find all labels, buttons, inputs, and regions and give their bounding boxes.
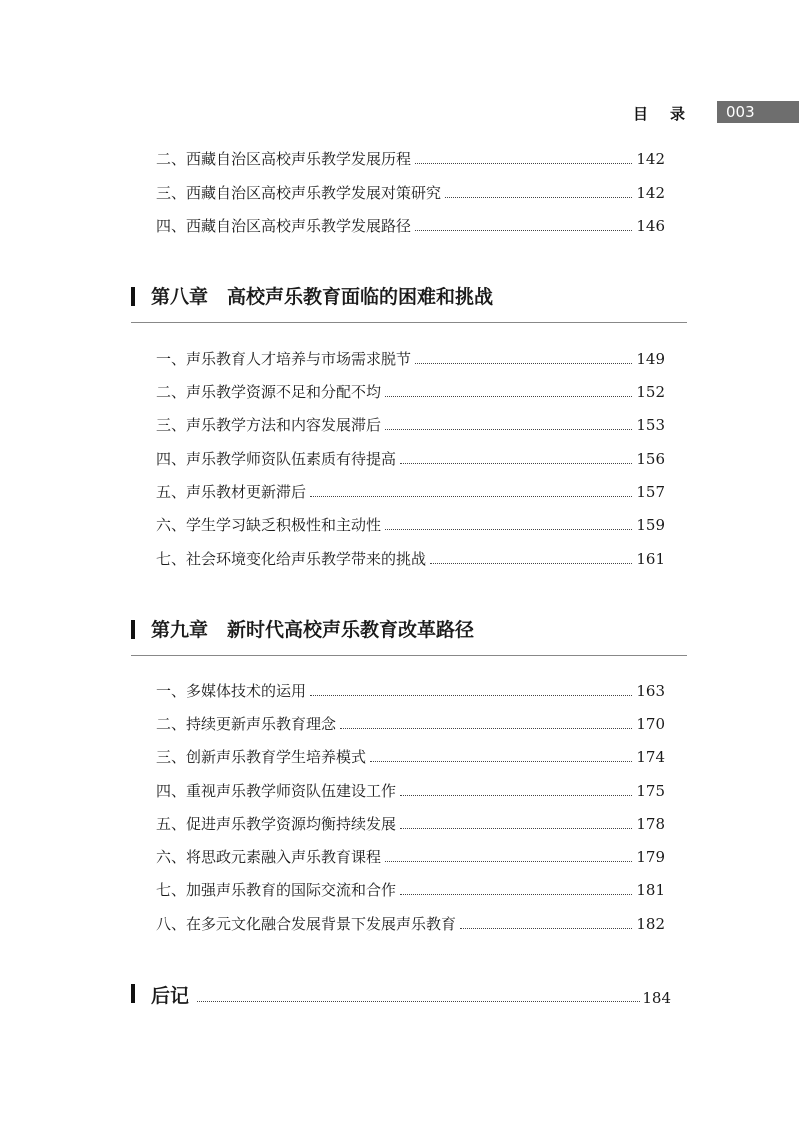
toc-entry[interactable] [156,478,665,502]
toc-entry-page: 157 [636,483,665,501]
chapter-rule [131,322,687,323]
toc-entry-text: 五、促进声乐教学资源均衡持续发展 [156,815,397,833]
toc-entry[interactable] [156,777,665,801]
dot-leader [400,794,632,796]
dot-leader [310,694,632,696]
chapter-heading-9[interactable] [131,615,687,647]
page-number: 003 [717,101,799,123]
toc-entry-text: 一、声乐教育人才培养与市场需求脱节 [156,350,412,368]
toc-entry-page: 149 [636,350,665,368]
toc-entry-text: 二、持续更新声乐教育理念 [156,715,337,733]
dot-leader [385,860,632,862]
dot-leader [415,229,632,231]
toc-entry-text: 六、学生学习缺乏积极性和主动性 [156,516,382,534]
dot-leader [385,395,632,397]
toc-entry-text: 五、声乐教材更新滞后 [156,483,307,501]
dot-leader [430,562,632,564]
toc-entry-page: 175 [636,782,665,800]
toc-entry-page: 142 [636,150,665,168]
toc-entry-text: 三、西藏自治区高校声乐教学发展对策研究 [156,184,442,202]
toc-entry[interactable] [156,810,665,834]
toc-entry-page: 163 [636,682,665,700]
toc-entry-page: 182 [636,915,665,933]
toc-entry-page: 181 [636,881,665,899]
toc-entry-page: 161 [636,550,665,568]
toc-entry[interactable] [156,677,665,701]
dot-leader [415,362,632,364]
chapter-title: 第八章 高校声乐教育面临的困难和挑战 [151,286,494,308]
toc-entry-text: 三、创新声乐教育学生培养模式 [156,748,367,766]
toc-entry[interactable] [156,145,665,169]
toc-entry[interactable] [156,345,665,369]
toc-entry[interactable] [156,876,665,900]
toc-entry-text: 七、社会环境变化给声乐教学带来的挑战 [156,550,427,568]
toc-entry[interactable] [156,843,665,867]
toc-entry[interactable] [156,511,665,535]
toc-entry-text: 二、声乐教学资源不足和分配不均 [156,383,382,401]
dot-leader [400,827,632,829]
toc-entry-text: 一、多媒体技术的运用 [156,682,307,700]
toc-entry[interactable] [156,411,665,435]
toc-entry-text: 四、声乐教学师资队伍素质有待提高 [156,450,397,468]
dot-leader [460,927,632,929]
dot-leader [400,462,632,464]
toc-entry-text: 四、重视声乐教学师资队伍建设工作 [156,782,397,800]
dot-leader [370,760,632,762]
afterword-title: 后记 [151,985,190,1007]
toc-entry-page: 174 [636,748,665,766]
chapter-marker-bar [131,620,135,639]
dot-leader [385,528,632,530]
dot-leader [400,893,632,895]
dot-leader [197,1000,640,1002]
dot-leader [385,428,632,430]
toc-entry[interactable] [156,743,665,767]
toc-entry[interactable] [156,445,665,469]
running-head-label: 目录 [632,105,707,123]
toc-entry-page: 159 [636,516,665,534]
dot-leader [415,162,632,164]
running-head [0,101,799,127]
afterword-page: 184 [642,989,671,1007]
chapter-heading-8[interactable] [131,282,687,314]
dot-leader [445,196,632,198]
toc-entry-page: 153 [636,416,665,434]
toc-entry-page: 142 [636,184,665,202]
chapter-rule [131,655,687,656]
toc-entry-page: 152 [636,383,665,401]
toc-entry-text: 八、在多元文化融合发展背景下发展声乐教育 [156,915,457,933]
toc-entry-page: 156 [636,450,665,468]
afterword-entry[interactable] [131,980,671,1008]
toc-entry-text: 二、西藏自治区高校声乐教学发展历程 [156,150,412,168]
toc-entry-text: 六、将思政元素融入声乐教育课程 [156,848,382,866]
toc-entry-page: 170 [636,715,665,733]
toc-entry[interactable] [156,179,665,203]
toc-entry-text: 四、西藏自治区高校声乐教学发展路径 [156,217,412,235]
toc-entry[interactable] [156,545,665,569]
toc-entry[interactable] [156,710,665,734]
toc-entry[interactable] [156,212,665,236]
chapter-marker-bar [131,287,135,306]
chapter-title: 第九章 新时代高校声乐教育改革路径 [151,619,475,641]
toc-entry[interactable] [156,910,665,934]
toc-entry-page: 146 [636,217,665,235]
toc-entry-text: 三、声乐教学方法和内容发展滞后 [156,416,382,434]
toc-entry-page: 179 [636,848,665,866]
toc-entry[interactable] [156,378,665,402]
toc-entry-page: 178 [636,815,665,833]
toc-entry-text: 七、加强声乐教育的国际交流和合作 [156,881,397,899]
dot-leader [340,727,632,729]
dot-leader [310,495,632,497]
chapter-marker-bar [131,984,135,1003]
